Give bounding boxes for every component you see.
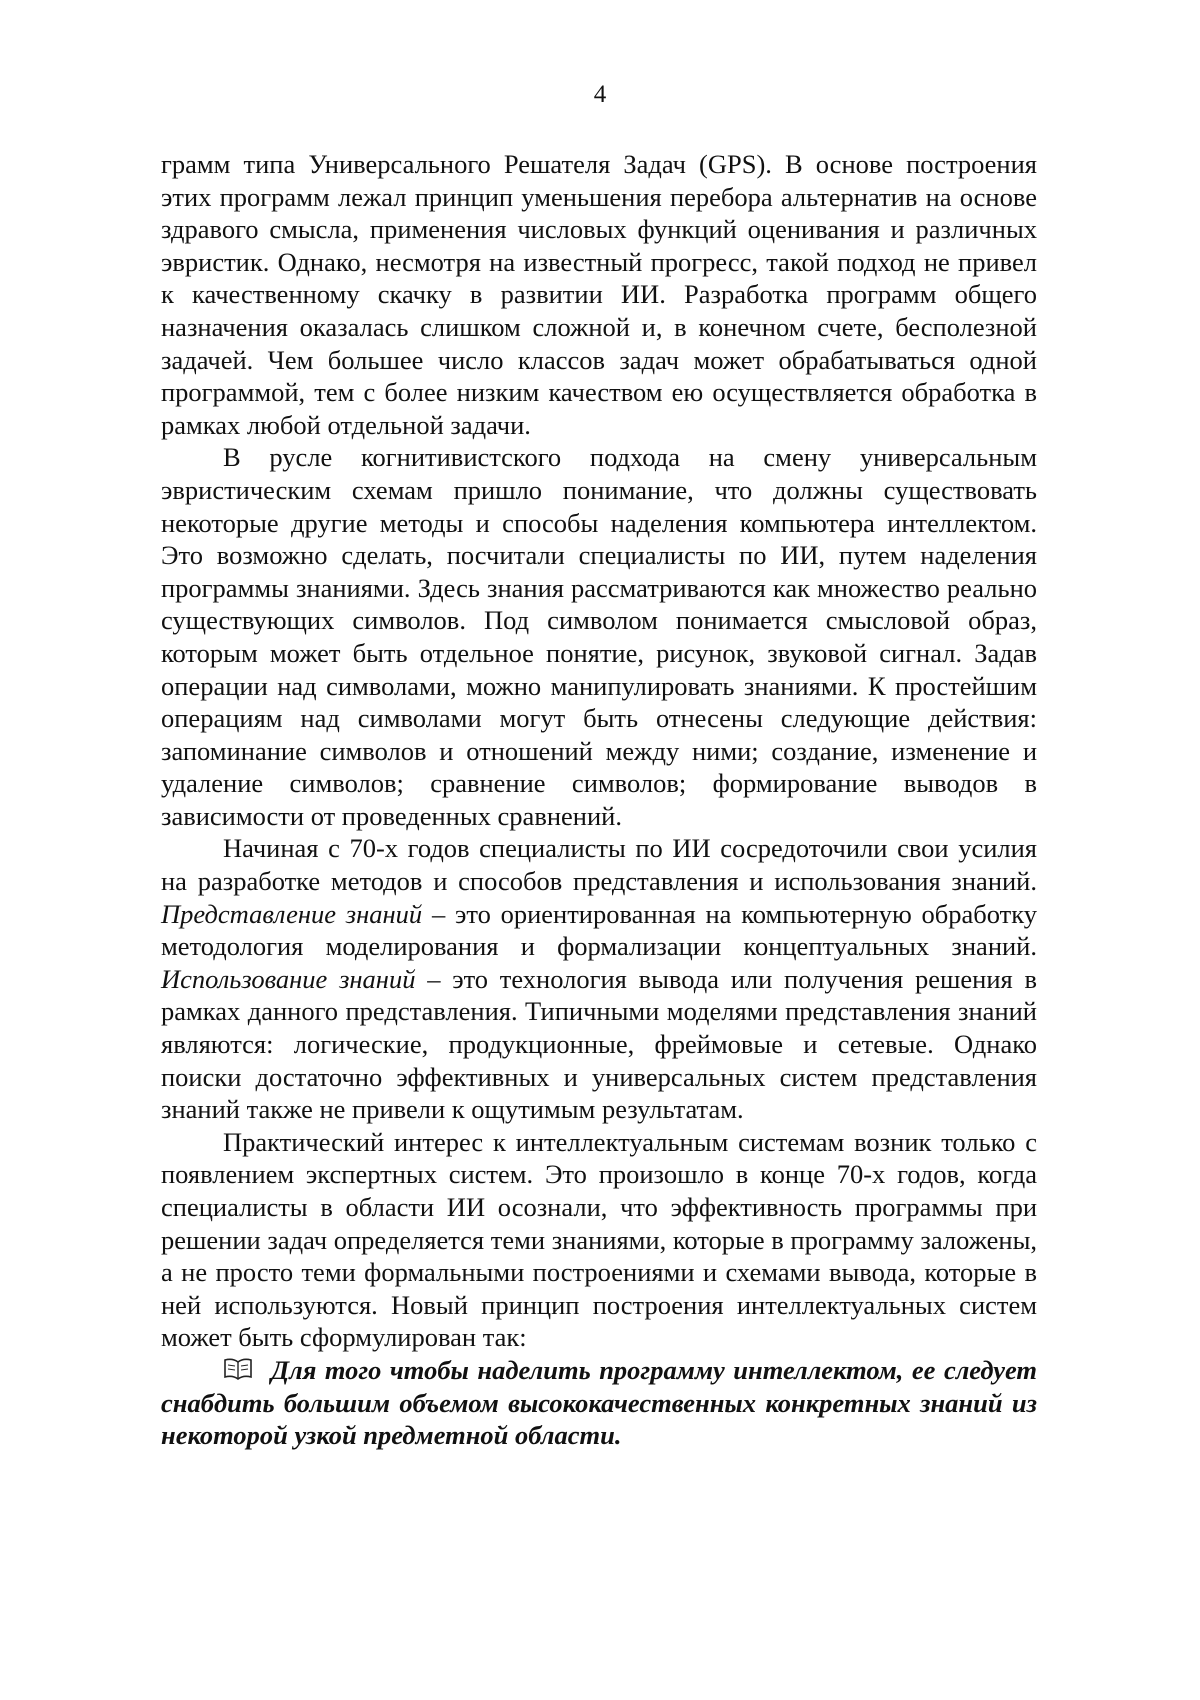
paragraph-text: Начиная с 70-х годов специалисты по ИИ сосредоточили свои усилия на разработке методов и способов представления и использования знаний. <box>161 833 1037 897</box>
paragraph-cognitivist-approach: В русле когнитивистского подхода на смену универсальным эвристическим схемам пришло понимание, что должны существовать некоторые другие методы и способы наделения компьютера интеллектом. Это возможно сделать, посчитали специалисты по ИИ, путем наделения программы знаниями. Здесь знания рассматриваются как множество реально существующих символов. Под символом понимается смысловой образ, которым может быть отдельное понятие, рисунок, звуковой сигнал. Задав операции над символами, можно манипулировать знаниями. К простейшим операциям над символами могут быть отнесены следующие действия: запоминание символов и отношений между ними; создание, изменение и удаление символов; сравнение символов; формирование выводов в зависимости от проведенных сравнений. <box>161 442 1037 831</box>
open-book-icon <box>223 1357 253 1381</box>
paragraph-expert-systems: Практический интерес к интеллектуальным системам возник только с появлением экспертных систем. Это произошло в конце 70-х годов, когда специалисты в области ИИ осознали, что эффективность программы при решении задач определяется теми знаниями, которые в программу заложены, а не просто теми формальными построениями и схемами вывода, которые в ней используются. Новый принцип построения интеллектуальных систем может быть сформулирован так: <box>161 1126 1037 1353</box>
paragraph-text: – это ориентированная на компьютерную обработку методология моделирования и формализации концептуальных знаний. <box>161 898 1038 962</box>
body-text <box>161 148 1037 1452</box>
page-number: 4 <box>593 81 607 108</box>
paragraph-knowledge-representation <box>161 832 1037 1125</box>
term-knowledge-use: Использование знаний <box>161 963 416 994</box>
principle-statement <box>161 1354 1037 1452</box>
term-knowledge-representation: Представление знаний <box>161 898 423 929</box>
principle-text: Для того чтобы наделить программу интеллектом, ее следует снабдить большим объемом высококачественных конкретных знаний из некоторой узкой предметной области. <box>161 1354 1037 1451</box>
paragraph-text: – это технология вывода или получения решения в рамках данного представления. Типичными моделями представления знаний являются: логические, продукционные, фреймовые и сетевые. Однако поиски достаточно эффективных и универсальных систем представления знаний также не привели к ощутимым результатам. <box>161 963 1037 1125</box>
paragraph-gps: грамм типа Универсального Решателя Задач (GPS). В основе построения этих программ лежал принцип уменьшения перебора альтернатив на основе здравого смысла, применения числовых функций оценивания и различных эвристик. Однако, несмотря на известный прогресс, такой подход не привел к качественному скачку в развитии ИИ. Разработка программ общего назначения оказалась слишком сложной и, в конечном счете, бесполезной задачей. Чем большее число классов задач может обрабатываться одной программой, тем с более низким качеством ею осуществляется обработка в рамках любой отдельной задачи. <box>161 149 1037 440</box>
